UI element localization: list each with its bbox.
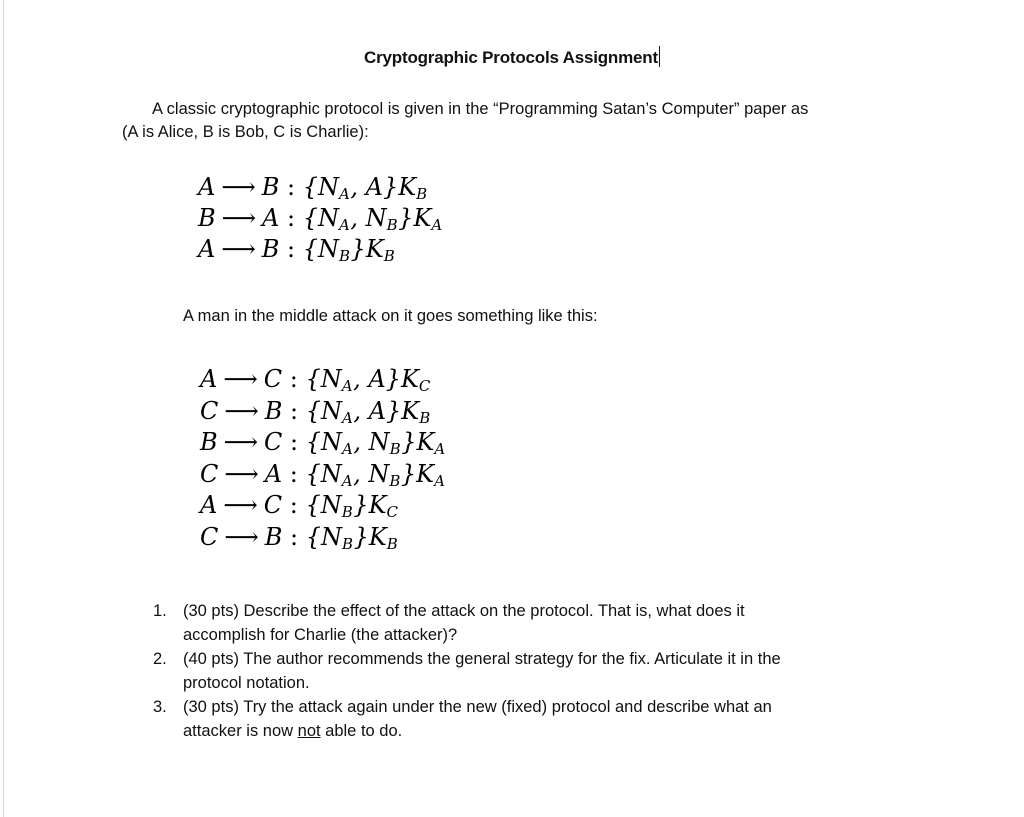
equation-line: A ⟶ C : $\{N_B\}K_C$ <box>200 491 399 521</box>
arrow-symbol: ⟶ <box>223 491 258 519</box>
arrow-symbol: ⟶ <box>221 204 257 232</box>
arrow-symbol: ⟶ <box>223 365 258 393</box>
equation-line: C ⟶ B : $\{N_B\}K_B$ <box>200 522 399 553</box>
equation-line: A ⟶ B : {$N_A$, $A\}K_B$ <box>198 173 428 203</box>
equation-line: C ⟶ A : {$N_A$, $N_B\}K_A$ <box>200 459 446 490</box>
mitm-intro: A man in the middle attack on it goes something like this: <box>183 307 598 325</box>
attack-equations <box>200 364 446 553</box>
arrow-symbol: ⟶ <box>224 522 259 551</box>
arrow-symbol: ⟶ <box>221 173 256 201</box>
intro-paragraph <box>122 98 902 144</box>
equation-line: B ⟶ A : {$N_A$, $N_B\}K_A$ <box>198 204 443 234</box>
equation-line: B ⟶ C : {$N_A$, $N_B\}K_A$ <box>200 428 446 458</box>
protocol-equations <box>198 172 443 265</box>
equation-line: C ⟶ B : {$N_A$, $A\}K_B$ <box>200 396 431 427</box>
question-list <box>153 600 873 744</box>
document-title: Cryptographic Protocols Assignment <box>364 48 658 67</box>
page-left-edge <box>3 0 4 817</box>
arrow-symbol: ⟶ <box>221 235 256 263</box>
arrow-symbol: ⟶ <box>224 459 259 488</box>
question-2: 2. (40 pts) The author recommends the general strategy for the fix. Articulate it in the protocol notation. <box>153 650 781 692</box>
underlined-not: not <box>297 721 321 740</box>
question-1: 1. (30 pts) Describe the effect of the attack on the protocol. That is, what does it accomplish for Charlie (the attacker)? <box>153 602 745 644</box>
arrow-symbol: ⟶ <box>224 396 259 425</box>
text-cursor <box>659 46 660 67</box>
intro-line-2: (A is Alice, B is Bob, C is Charlie): <box>122 123 369 141</box>
equation-line: A ⟶ C : {$N_A$, $A\}K_C$ <box>200 365 431 395</box>
question-3: 3. (30 pts) Try the attack again under the new (fixed) protocol and describe what an attacker is now not able to do. <box>153 698 772 740</box>
equation-line: A ⟶ B : $\{N_B\}K_B$ <box>198 235 396 265</box>
arrow-symbol: ⟶ <box>223 428 259 456</box>
intro-line-1: A classic cryptographic protocol is given in the “Programming Satan’s Computer” paper as <box>152 100 809 118</box>
